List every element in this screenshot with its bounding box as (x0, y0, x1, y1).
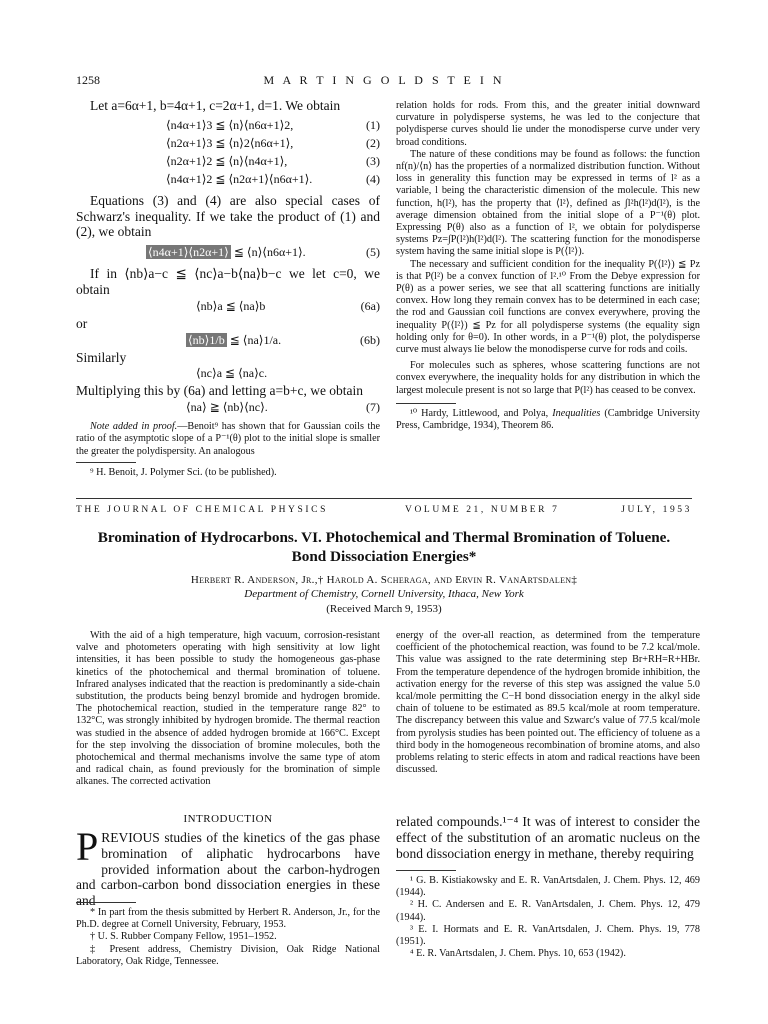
equation-number: (1) (366, 117, 380, 132)
equation-text: ≦ ⟨na⟩1/a. (229, 332, 282, 347)
equation-number: (3) (366, 153, 380, 168)
connective-word: Similarly (76, 349, 127, 365)
shaded-term: ⟨n4α+1⟩⟨n2α+1⟩ (148, 245, 229, 260)
equation-c (76, 365, 380, 383)
footnote (396, 408, 700, 432)
article-title (60, 528, 708, 566)
equation-number: (6a) (360, 298, 380, 313)
footnotes-left (76, 898, 380, 968)
footnote: † U. S. Rubber Company Fellow, 1951–1952. (90, 931, 277, 943)
left-column (76, 98, 380, 479)
running-title: M A R T I N G O L D S T E I N (263, 73, 505, 87)
paragraph: Equations (3) and (4) are also special cases of Schwarz's inequality. If we take the product of (1) and (2), we obtain (76, 192, 380, 240)
shaded-term: ⟨nb⟩1/b (188, 332, 225, 347)
title-line: Bond Dissociation Energies* (291, 548, 477, 565)
equation-text: ⟨n4α+1⟩2 ≦ ⟨n2α+1⟩⟨n6α+1⟩. (166, 171, 313, 186)
abstract-right (396, 630, 700, 776)
equation-text: ⟨n2α+1⟩3 ≦ ⟨n⟩2⟨n6α+1⟩, (166, 135, 294, 150)
equation-text: ⟨nc⟩a ≦ ⟨na⟩c. (196, 366, 268, 381)
introduction-text: REVIOUS studies of the kinetics of the gas phase bromination of aliphatic hydrocarbons have provided information about the carbon-hydrogen and carbon-carbon bond dissociation energies in these and (76, 830, 380, 909)
equation-text: ≦ ⟨n⟩⟨n6α+1⟩. (233, 245, 306, 260)
equation-6b (76, 332, 380, 350)
footnote-divider (396, 870, 456, 871)
footnote: ¹ G. B. Kistiakowsky and E. R. VanArtsdalen, J. Chem. Phys. 12, 469 (1944). (396, 875, 700, 899)
equation-text: ⟨na⟩ ≧ ⟨nb⟩⟨nc⟩. (186, 400, 268, 415)
book-title: Inequalities (552, 407, 601, 419)
authors: Herbert R. Anderson, Jr.,† Harold A. Scheraga, and Ervin R. VanArtsdalen‡ (190, 574, 578, 586)
drop-cap: P (76, 824, 99, 869)
introduction-right (396, 814, 700, 861)
footnote: * In part from the thesis submitted by Herbert R. Anderson, Jr., for the Ph.D. degree at Cornell University, February, 1953. (76, 907, 380, 931)
abstract-text: With the aid of a high temperature, high vacuum, corrosion-resistant valve and photometers operating with high sensitivity at low light intensities, it has been possible to study the homogeneous gas-phase kinetics of the photochemical and thermal bromination of toluene. Infrared analyses indicated that the reaction is predominantly a side-chain substitution, the products being benzyl bromide and hydrogen bromide. The photochemical reaction, studied in the temperature range 82° to 132°C, was strongly inhibited by hydrogen bromide. The thermal reaction was studied in the absence of added hydrogen bromide at 166°C. Except for the step involving the dissociation of bromine molecules, both the photochemical and thermal mechanisms involve the same type of atom and radical chain, as found previously for the bromination of simple alkanes. The corrected activation (76, 630, 380, 788)
intro-sentence: Let a=6α+1, b=4α+1, c=2α+1, d=1. We obtain (90, 98, 341, 113)
footnote-text: (Cambridge University Press, Cambridge, 1934), Theorem 86. (396, 407, 701, 432)
paragraph: If in ⟨nb⟩a−c ≦ ⟨nc⟩a−b⟨na⟩b−c we let c=0, we obtain (76, 266, 380, 297)
journal-name: THE JOURNAL OF CHEMICAL PHYSICS (76, 505, 328, 515)
footnote-text: ¹⁰ Hardy, Littlewood, and Polya, (410, 407, 553, 419)
footnote: ⁴ E. R. VanArtsdalen, J. Chem. Phys. 10, 653 (1942). (410, 948, 626, 960)
equation-number: (7) (366, 400, 380, 415)
footnote: ⁹ H. Benoit, J. Polymer Sci. (to be published). (90, 466, 277, 478)
affiliation: Department of Chemistry, Cornell University, Ithaca, New York (244, 588, 524, 600)
equation-number: (4) (366, 171, 380, 186)
volume-number: VOLUME 21, NUMBER 7 (405, 505, 560, 515)
equation-text: ⟨n2α+1⟩2 ≦ ⟨n⟩⟨n4α+1⟩, (166, 153, 288, 168)
equation-5 (76, 244, 380, 262)
paragraph: Multiplying this by (6a) and letting a=b+c, we obtain (76, 383, 364, 399)
footnote-divider (76, 902, 136, 903)
footnote-divider (396, 403, 456, 404)
received-date: (Received March 9, 1953) (326, 603, 442, 615)
equation-2 (76, 135, 380, 153)
section-heading: INTRODUCTION (183, 813, 273, 825)
equation-6a (76, 298, 380, 316)
footnote: ³ E. I. Hormats and E. R. VanArtsdalen, J. Chem. Phys. 19, 778 (1951). (396, 923, 700, 948)
equation-text: ⟨nb⟩a ≦ ⟨na⟩b (196, 298, 266, 313)
connective-word: or (76, 315, 88, 331)
equation-4 (76, 171, 380, 189)
title-line: Bromination of Hydrocarbons. VI. Photochemical and Thermal Bromination of Toluene. (97, 529, 671, 546)
footnotes-right (396, 866, 700, 960)
equation-number: (2) (366, 135, 380, 150)
section-divider (76, 498, 692, 499)
abstract-left (76, 630, 380, 789)
equation-1 (76, 117, 380, 135)
note-text: —Benoit⁹ has shown that for Gaussian coils the ratio of the asymptotic slope of a P⁻¹(θ) plot to the initial slope is smaller the greater the polydispersity. An analogous (76, 421, 380, 457)
paragraph: The necessary and sufficient condition for the inequality P(⟨l²⟩) ≦ Pz is that P(l²) be a convex function of l².¹⁰ From the Debye expression for P(θ) as a power series, we see that all scattering functions are initially convex. How long they remain convex has to be determined in each case; the rod and Gaussian coil functions are convex everywhere, proving the inequality P(⟨l²⟩) ≦ Pz for all polydisperse systems (the equality sign holding only for θ=0). In other words, in a P⁻¹(θ) plot, the polydisperse curve must always lie below the monodisperse curve for rods and coils. (396, 258, 700, 356)
footnote: ‡ Present address, Chemistry Division, Oak Ridge National Laboratory, Oak Ridge, Tennessee. (76, 943, 380, 967)
right-column (396, 100, 700, 432)
equation-number: (6b) (360, 332, 380, 347)
equation-3 (76, 153, 380, 171)
footnote-divider (76, 462, 136, 463)
equation-7 (76, 399, 380, 417)
note-added-in-proof (76, 421, 380, 458)
footnote: ² H. C. Andersen and E. R. VanArtsdalen, J. Chem. Phys. 12, 479 (1944). (396, 899, 700, 923)
note-label: Note added in proof. (90, 421, 178, 433)
paragraph: relation holds for rods. From this, and the greater initial downward curvature in polydisperse systems, he was led to the conjecture that polydisperse curves should lie under the monodisperse curve under very broad conditions. (396, 100, 700, 148)
page-number: 1258 (76, 73, 100, 87)
issue-date: JULY, 1953 (621, 505, 692, 515)
equation-text: ⟨n4α+1⟩3 ≦ ⟨n⟩⟨n6α+1⟩2, (166, 117, 294, 132)
paragraph: The nature of these conditions may be found as follows: the function nf(n)/⟨n⟩ has the properties of a normalized distribution function. Without loss in generality this function may be expressed in terms of l² as a variable, l being the characteristic dimension of the molecule. This new function, h(l²), has the property that ⟨l²⟩, defined as ∫l²h(l²)d(l²), is the average dimension obtained from the initial slope of a P⁻¹(θ) plot. Expressing P(θ) also as a function of l², we obtain for polydisperse systems Pz=∫P(l²)h(l²)d(l²). The scattering function for the monodisperse system having the same initial slope is P(⟨l²⟩). (396, 148, 700, 258)
abstract-text: energy of the over-all reaction, as determined from the temperature coefficient of the photochemical reaction, was found to be 7.2 kcal/mole. This value was assigned to the rate determining step Br+RH=R+HBr. From the temperature dependence of the hydrogen bromide inhibition, the activation energy for the reverse of this step was assigned the value 5.0 kcal/mole permitting the C−H bond dissociation energy in the alkyl side chain of toluene to be estimated as 89.5 kcal/mole at room temperature. The discrepancy between this value and Szwarc's value of 77.5 kcal/mole from pyrolysis studies has been pointed out. The efficiency of toluene as a third body in the homogeneous recombination of bromine atoms, and also problems relating to steric effects in atom and radical reactions have been discussed. (396, 630, 700, 776)
equation-number: (5) (366, 245, 380, 260)
paragraph: For molecules such as spheres, whose scattering functions are not convex everywhere, the inequality holds for any distribution in which the largest molecule present is not so large that P(l²) has ceased to be convex. (396, 360, 700, 396)
introduction-text: related compounds.¹⁻⁴ It was of interest to consider the effect of the substitution of an aromatic nucleus on the bond dissociation energy in methane, thereby requiring (396, 814, 700, 861)
